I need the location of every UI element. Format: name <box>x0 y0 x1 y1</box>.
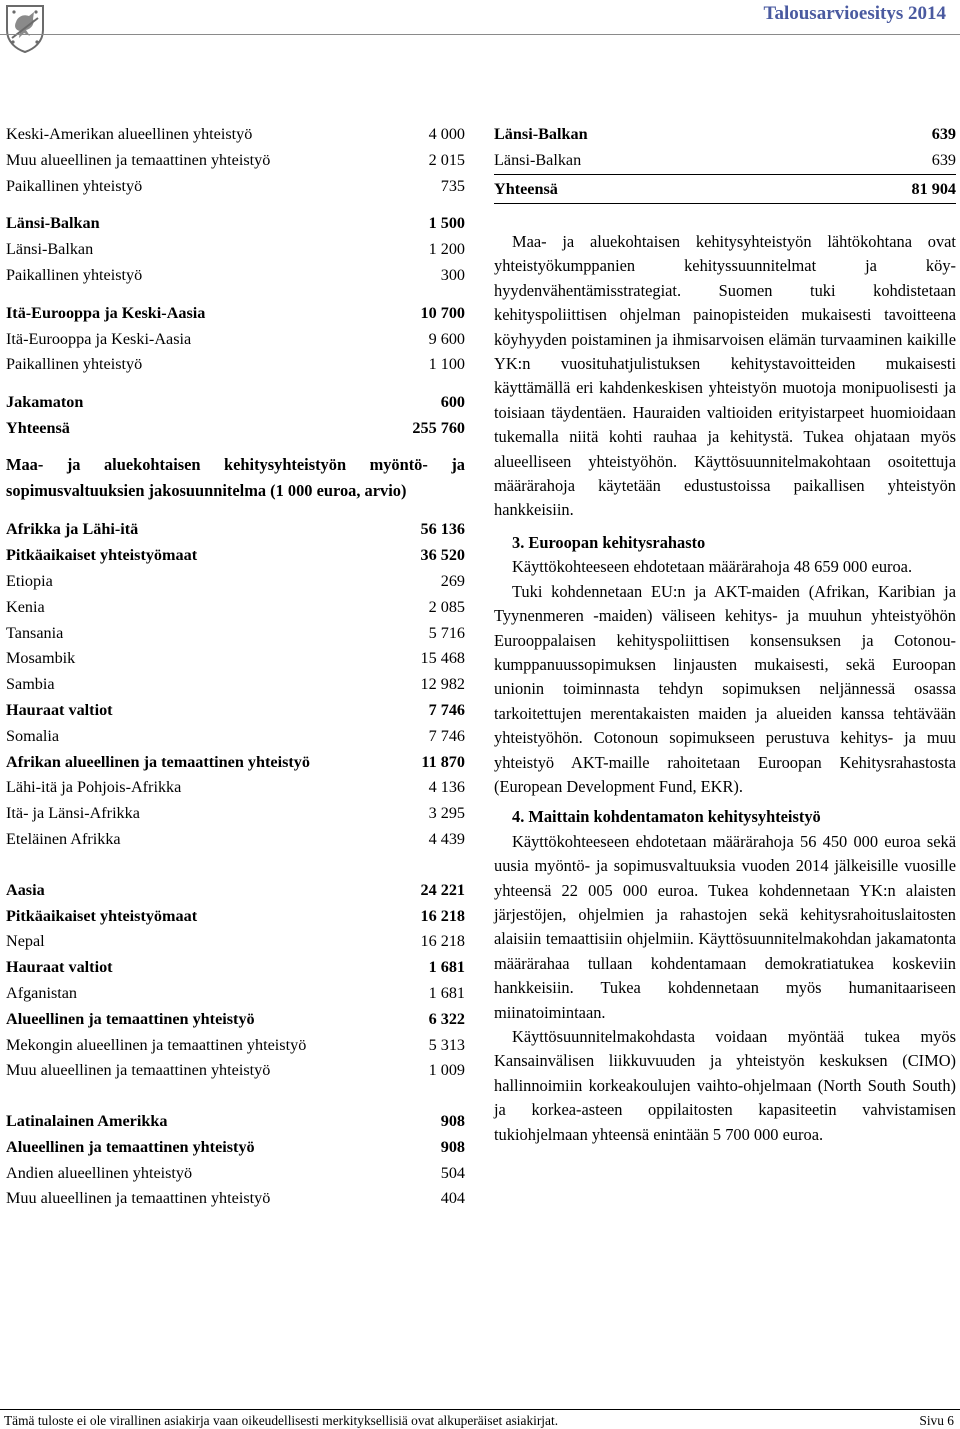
row-label: Länsi-Balkan <box>494 150 582 169</box>
row-label: Sambia <box>6 675 55 694</box>
row-value: 24 221 <box>420 880 465 899</box>
table-row <box>494 122 956 148</box>
document-title: Talousarvioesitys 2014 <box>763 3 946 24</box>
table-row <box>6 1186 465 1212</box>
table-rule <box>494 203 956 204</box>
row-label: Nepal <box>6 932 45 951</box>
paragraph-edf-description: Tuki kohdennetaan EU:n ja AKT-maiden (Afrikan, Karibian ja Tyynenmeren -maiden) väliseen kehitys- ja muuhun yhteistyöhön Eurooppalaisen kehityspoliittisen konsensuksen ja Cotonou-kumppanuussopimuksen linjausten mukaisesti, sekä Euroopan unionin toiminnasta tehdyn sopimuksen neljännessä osassa tarkoitettujen merentakaisten maiden ja alueiden kanssa tehtävään yhteistyöhön. Cotonoun sopimukseen perustuva kehitys- ja muu yhteistyö AKT-maille rahoitetaan Euroopan Kehitysrahastosta (European Development Fund, EKR). <box>494 581 956 796</box>
row-value: 2 085 <box>428 597 465 616</box>
paragraph-intro: Maa- ja aluekohtaisen kehitysyhteistyön lähtökohtana ovat yhteistyökumppanien kehityssuunnitelmat ja köyhyydenvähentämisstrategiat. Suomen tuki kohdistetaan kehityspoliittisen ohjelman painopisteiden mukaisesti tavoitteena köyhyyden poistaminen ja ihmisarvoisen elämän turvaaminen kaikille YK:n vuosituhatjulistuksen kehitystavoitteiden mukaisesti käyttämällä eri kahdenkeskisen yhteistyön muotoja monipuolisesti ja toisiaan täydentäen. Hauraiden valtioiden erityistarpeet huomioidaan tukemalla niitä kohti rauhaa ja kehitystä. Tukea ohjataan myös alueelliseen yhteistyöhön. Käyttösuunnitelmakohtaan osoitettuja määrärahoja käytetään edustustoissa paikallisen yhteistyön hankkeisiin. <box>494 232 956 520</box>
table-row <box>6 646 465 672</box>
row-label: Aasia <box>6 880 45 899</box>
row-label: Itä- ja Länsi-Afrikka <box>6 804 140 823</box>
row-label: Tansania <box>6 623 64 642</box>
row-label: Muu alueellinen ja temaattinen yhteistyö <box>6 1061 271 1080</box>
row-label: Pitkäaikaiset yhteistyömaat <box>6 906 198 925</box>
row-value: 1 681 <box>428 958 465 977</box>
table-row <box>6 122 465 148</box>
row-value: 504 <box>440 1163 465 1182</box>
row-label: Paikallinen yhteistyö <box>6 355 143 374</box>
row-value: 1 681 <box>428 983 465 1002</box>
row-label: Alueellinen ja temaattinen yhteistyö <box>6 1137 255 1156</box>
row-value: 1 200 <box>428 240 465 259</box>
table-row <box>6 1007 465 1033</box>
row-value: 7 746 <box>428 700 465 719</box>
table-group-eastern-europe <box>6 301 465 378</box>
row-value: 1 100 <box>428 355 465 374</box>
table-row <box>6 955 465 981</box>
table-row <box>6 801 465 827</box>
row-value: 7 746 <box>428 726 465 745</box>
row-label: Muu alueellinen ja temaattinen yhteistyö <box>6 150 271 169</box>
row-label: Länsi-Balkan <box>6 214 100 233</box>
table-row <box>6 263 465 289</box>
row-label: Andien alueellinen yhteistyö <box>6 1163 193 1182</box>
row-value: 639 <box>931 125 956 143</box>
table-row <box>6 327 465 353</box>
row-label: Somalia <box>6 726 60 745</box>
table-row <box>6 174 465 200</box>
table-row <box>6 698 465 724</box>
header-divider <box>0 34 960 35</box>
table-group-western-balkans <box>6 211 465 288</box>
row-label: Hauraat valtiot <box>6 700 113 719</box>
table-row <box>6 517 465 543</box>
right-table <box>494 122 956 204</box>
row-value: 4 439 <box>428 829 465 848</box>
table-row <box>6 981 465 1007</box>
row-value: 1 009 <box>428 1061 465 1080</box>
total-value: 255 760 <box>412 418 465 437</box>
row-value: 735 <box>440 176 465 195</box>
row-label: Alueellinen ja temaattinen yhteistyö <box>6 1009 255 1028</box>
row-value: 639 <box>931 150 956 169</box>
row-label: Yhteensä <box>494 179 558 198</box>
left-column <box>6 122 465 1212</box>
row-value: 2 015 <box>428 150 465 169</box>
table-row <box>6 237 465 263</box>
total-row <box>6 416 465 442</box>
table-row <box>6 1058 465 1084</box>
row-label: Lähi-itä ja Pohjois-Afrikka <box>6 778 182 797</box>
row-value: 81 904 <box>911 179 956 198</box>
row-value: 6 322 <box>428 1009 465 1028</box>
row-label: Länsi-Balkan <box>494 125 588 143</box>
table-group-asia <box>6 878 465 1084</box>
row-value: 9 600 <box>428 329 465 348</box>
table-row <box>6 672 465 698</box>
row-value: 5 313 <box>428 1035 465 1054</box>
table-row <box>6 569 465 595</box>
table-row <box>6 1161 465 1187</box>
row-label: Itä-Eurooppa ja Keski-Aasia <box>6 303 206 322</box>
row-label: Afrikka ja Lähi-itä <box>6 520 139 539</box>
table-row <box>6 211 465 237</box>
row-label: Muu alueellinen ja temaattinen yhteistyö <box>6 1189 271 1208</box>
row-label: Mekongin alueellinen ja temaattinen yhteistyö <box>6 1035 307 1054</box>
table-total <box>6 416 465 442</box>
row-value: 12 982 <box>420 675 465 694</box>
table-row <box>6 724 465 750</box>
table-row <box>6 390 465 416</box>
row-value: 1 500 <box>428 214 465 233</box>
table-row <box>494 177 956 203</box>
row-value: 300 <box>440 265 465 284</box>
table-row <box>6 750 465 776</box>
table-row <box>6 595 465 621</box>
heading-unallocated-cooperation: 4. Maittain kohdentamaton kehitysyhteistyö <box>512 807 821 827</box>
table-rule <box>494 174 956 175</box>
table-row <box>6 878 465 904</box>
row-value: 269 <box>440 571 465 590</box>
row-value: 15 468 <box>420 649 465 668</box>
page-number: Sivu 6 <box>919 1413 954 1428</box>
table-row <box>6 621 465 647</box>
paragraph-edf-amount: Käyttökohteeseen ehdotetaan määrärahoja 48 659 000 euroa. <box>512 557 913 577</box>
row-value: 4 000 <box>428 125 465 143</box>
row-label: Mosambik <box>6 649 76 668</box>
row-label: Paikallinen yhteistyö <box>6 265 143 284</box>
right-body-text <box>494 230 956 1147</box>
coat-of-arms-logo <box>4 2 46 54</box>
row-value: 908 <box>440 1112 465 1131</box>
row-label: Kenia <box>6 597 45 616</box>
row-label: Länsi-Balkan <box>6 240 94 259</box>
row-value: 11 870 <box>421 752 465 771</box>
footer-divider <box>0 1409 960 1410</box>
table-row <box>6 827 465 853</box>
row-value: 36 520 <box>420 546 465 565</box>
row-value: 4 136 <box>428 778 465 797</box>
row-value: 600 <box>440 393 465 412</box>
row-label: Afrikan alueellinen ja temaattinen yhteistyö <box>6 752 310 771</box>
row-label: Afganistan <box>6 983 78 1002</box>
table-row <box>6 1109 465 1135</box>
row-label: Paikallinen yhteistyö <box>6 176 143 195</box>
row-value: 404 <box>440 1189 465 1208</box>
row-label: Etiopia <box>6 571 53 590</box>
row-value: 16 218 <box>420 932 465 951</box>
table-row <box>6 148 465 174</box>
row-value: 10 700 <box>420 303 465 322</box>
heading-european-development-fund: 3. Euroopan kehitysrahasto <box>512 532 706 552</box>
row-value: 5 716 <box>428 623 465 642</box>
table-row <box>6 1135 465 1161</box>
row-label: Keski-Amerikan alueellinen yhteistyö <box>6 125 253 143</box>
paragraph-cimo: Käyttösuunnitelmakohdasta voidaan myöntää tukea myös Kansainvälisen liikkuvuuden ja yhteistyön keskuksen (CIMO) hallinnoimiin korkeakoulujen vaihto-ohjelmaan (North South South) ja korkea-asteen oppilaitosten kapasiteetin vahvistamisen tukiohjelmaan yhteensä enintään 5 700 000 euroa. <box>494 1027 956 1144</box>
row-label: Hauraat valtiot <box>6 958 113 977</box>
section-heading: Maa- ja aluekohtaisen kehitysyhteistyön myöntö- ja sopimusvaltuuksien jakosuunnitelma (1 000 euroa, arvio) <box>6 454 465 500</box>
table-group-africa <box>6 517 465 852</box>
table-row <box>6 543 465 569</box>
total-label: Yhteensä <box>6 418 70 437</box>
row-value: 3 295 <box>428 804 465 823</box>
table-row <box>494 148 956 174</box>
row-label: Eteläinen Afrikka <box>6 829 121 848</box>
table-row <box>6 775 465 801</box>
row-value: 56 136 <box>420 520 465 539</box>
row-label: Pitkäaikaiset yhteistyömaat <box>6 546 198 565</box>
row-label: Jakamaton <box>6 393 84 412</box>
paragraph-unallocated-amount: Käyttökohteeseen ehdotetaan määrärahoja 56 450 000 euroa sekä uusia myöntö- ja sopimusvaltuuksia vuoden 2014 jälkeisille vuosille yhteensä 22 005 000 euroa. Tukea kohdennetaan YK:n alaisten järjestöjen, ohjelmien ja rahastojen sekä kehitysrahoituslaitosten alaisiin temaattisiin ohjelmiin. Käyttösuunnitelmakohdan jakamatonta määrärahaa tullaan kohdentamaan demokratiatukea koskeviin hankkeisiin. Tukea kohdennetaan myös humanitaariseen miinatoimintaan. <box>494 831 956 1022</box>
table-group-central-america <box>6 122 465 199</box>
table-group-latin-america <box>6 1109 465 1212</box>
table-row <box>6 352 465 378</box>
row-value: 16 218 <box>420 906 465 925</box>
table-row <box>6 301 465 327</box>
table-row <box>6 904 465 930</box>
table-group-unallocated <box>6 390 465 416</box>
row-label: Latinalainen Amerikka <box>6 1112 168 1131</box>
table-row <box>6 929 465 955</box>
row-label: Itä-Eurooppa ja Keski-Aasia <box>6 329 192 348</box>
table-row <box>6 1033 465 1059</box>
footer-notice: Tämä tuloste ei ole virallinen asiakirja vaan oikeudellisesti merkityksellisiä ovat alkuperäiset asiakirjat. <box>4 1413 559 1428</box>
row-value: 908 <box>440 1137 465 1156</box>
